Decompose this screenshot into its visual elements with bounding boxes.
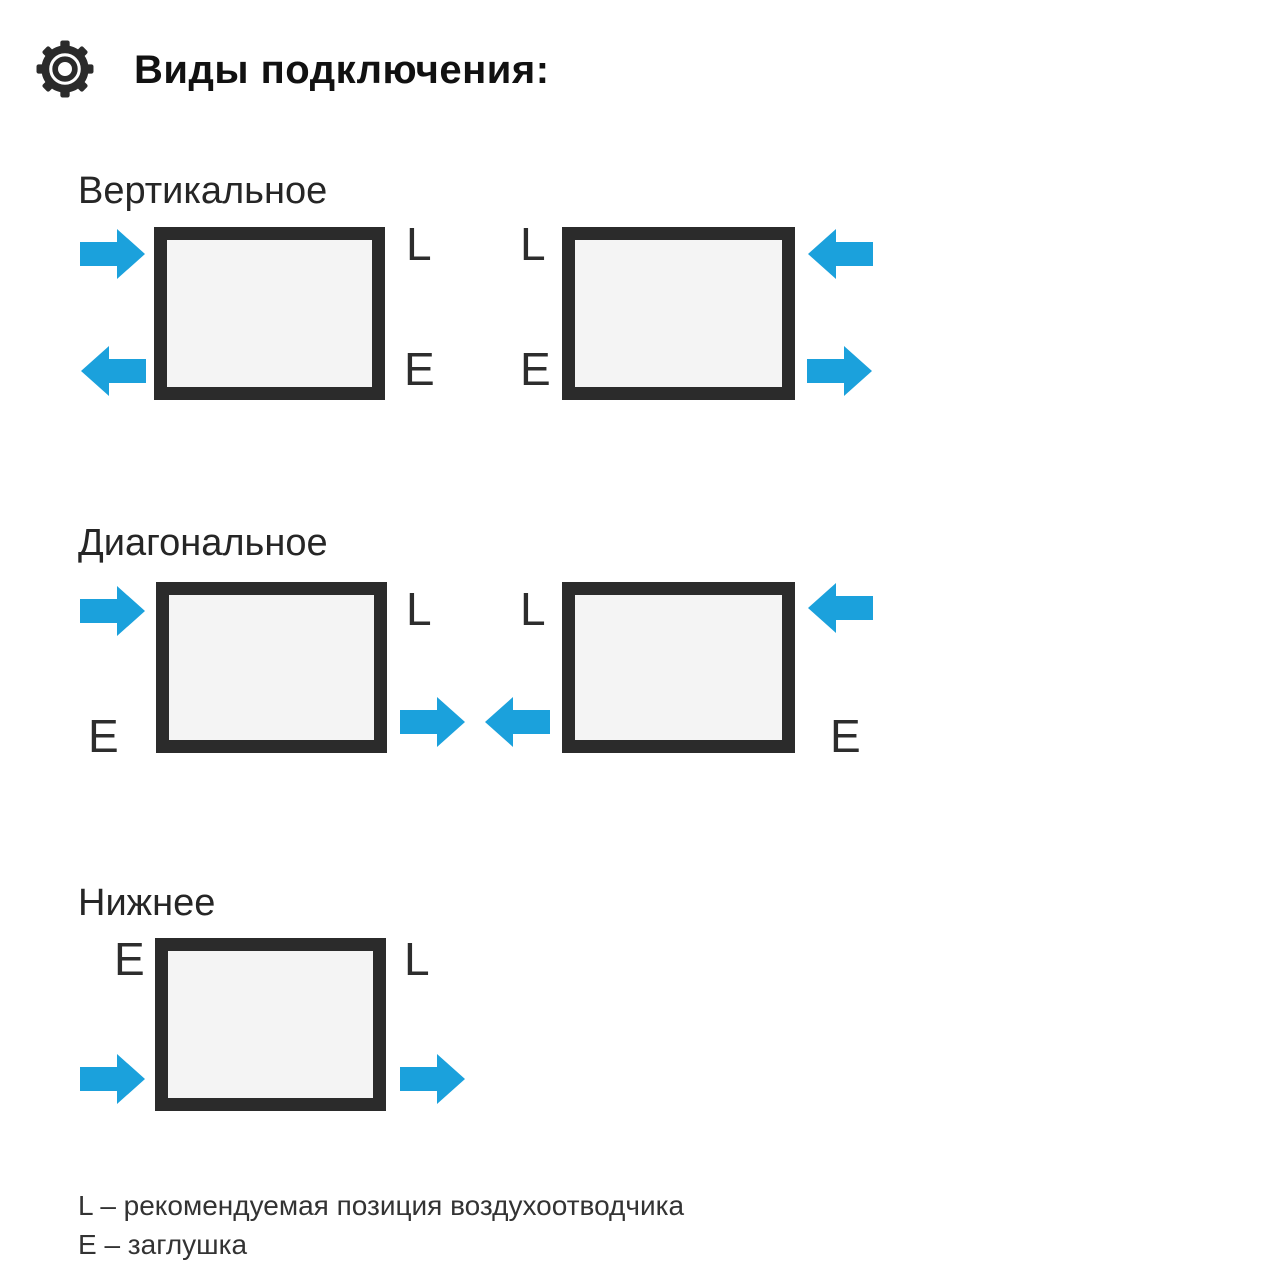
legend	[78, 1186, 684, 1264]
radiator-rect	[155, 938, 386, 1111]
legend-line-l: L – рекомендуемая позиция воздухоотводчика	[78, 1190, 685, 1221]
outlet-arrow-icon	[484, 696, 550, 748]
port-label-l: L	[520, 583, 546, 635]
section-title: Диагональное	[78, 522, 328, 564]
radiator-rect	[156, 582, 387, 753]
section-title: Вертикальное	[78, 170, 328, 212]
outlet-arrow-icon	[400, 1053, 466, 1105]
outlet-arrow-icon	[400, 696, 466, 748]
inlet-arrow-icon	[80, 585, 146, 637]
radiator-rect	[154, 227, 385, 400]
inlet-arrow-icon	[80, 228, 146, 280]
page-title: Виды подключения:	[134, 48, 550, 92]
port-label-e: E	[404, 343, 435, 395]
inlet-arrow-icon	[80, 1053, 146, 1105]
section-title: Нижнее	[78, 882, 216, 924]
port-label-e: E	[830, 710, 861, 762]
port-label-l: L	[406, 218, 432, 270]
inlet-arrow-icon	[807, 228, 873, 280]
port-label-e: E	[88, 710, 119, 762]
port-label-l: L	[406, 583, 432, 635]
gear-icon	[36, 40, 94, 98]
inlet-arrow-icon	[807, 582, 873, 634]
port-label-e: E	[114, 933, 145, 985]
port-label-l: L	[404, 933, 430, 985]
outlet-arrow-icon	[80, 345, 146, 397]
port-label-e: E	[520, 343, 551, 395]
port-label-l: L	[520, 218, 546, 270]
radiator-rect	[562, 227, 795, 400]
radiator-rect	[562, 582, 795, 753]
legend-line-e: E – заглушка	[78, 1229, 248, 1261]
outlet-arrow-icon	[807, 345, 873, 397]
